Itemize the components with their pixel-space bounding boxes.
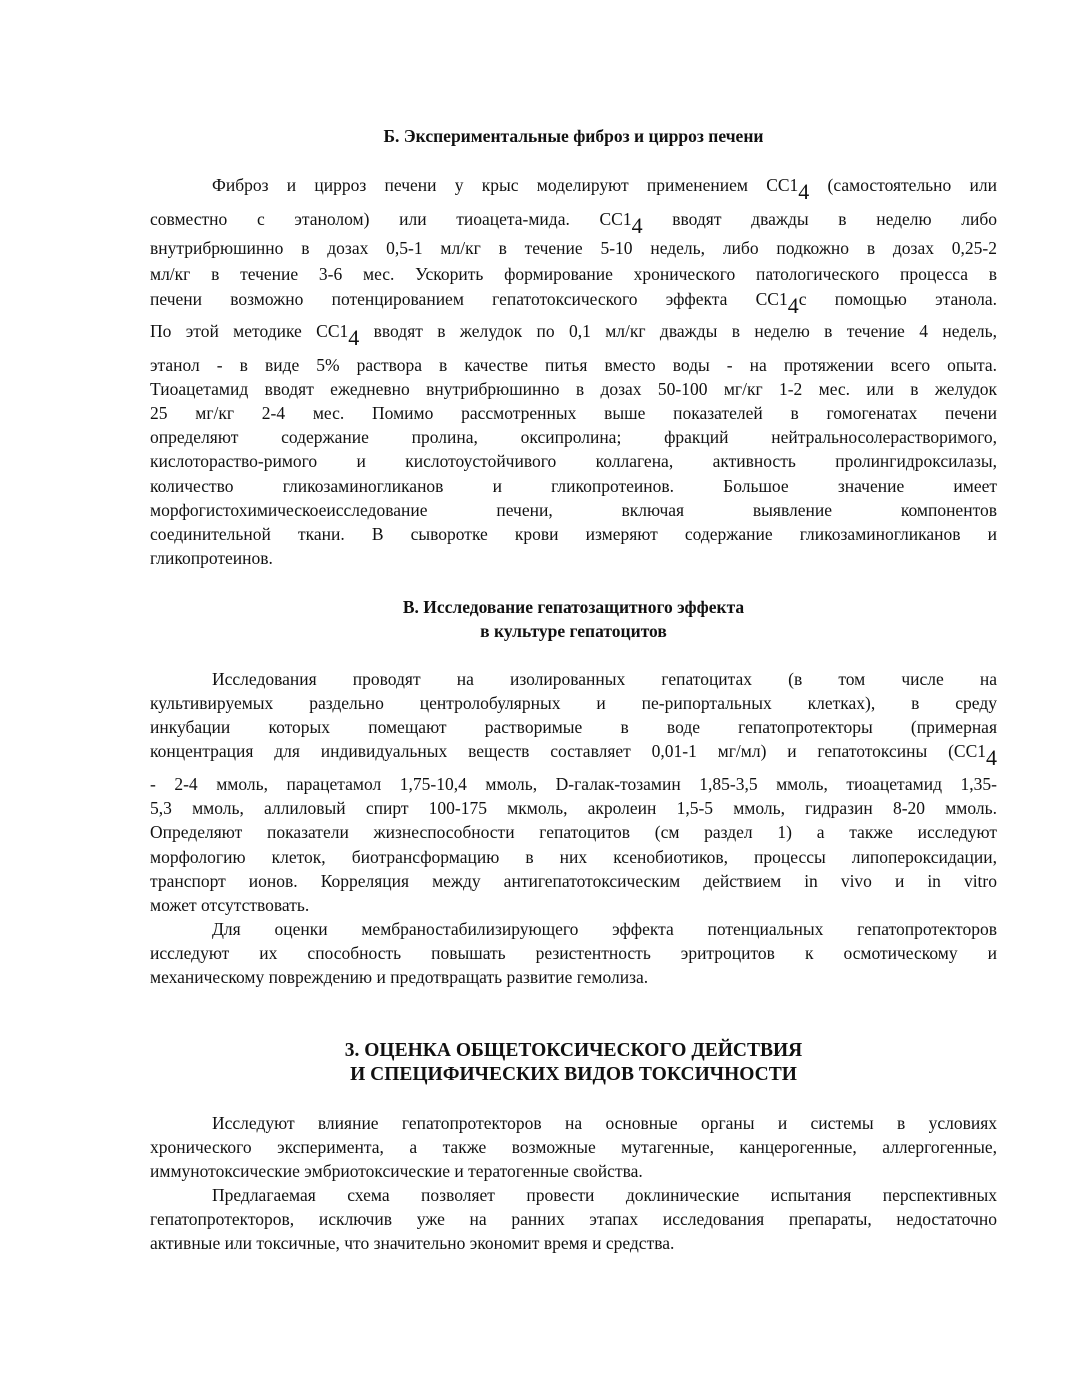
section-b-line-3: внутрибрюшинно в дозах 0,5-1 мл/кг в течение 5-10 недель, либо подкожно в дозах 0,25-2 (150, 238, 997, 258)
section-v-line-10: может отсутствовать. (150, 895, 310, 915)
section-b-line-14: соединительной ткани. В сыворотке крови измеряют содержание гликозаминогликанов и (150, 524, 997, 544)
section-v-line-7: Определяют показатели жизнеспособности гепатоцитов (см раздел 1) а также исследуют (150, 822, 997, 842)
section-v-line-1: Исследования проводят на изолированных гепатоцитах (в том числе на (212, 669, 997, 689)
section-b-line-9: 25 мг/кг 2-4 мес. Помимо рассмотренных выше показателей в гомогенатах печени (150, 403, 997, 423)
section-b-line-2: совместно с этанолом) или тиоацета-мида. $СС1_4$ вводят дважды в неделю либо (150, 209, 997, 238)
section-3-line-2: хронического эксперимента, а также возможные мутагенные, канцерогенные, аллергогенные, (150, 1137, 997, 1157)
section-b-line-5: печени возможно потенцированием гепатотоксического эффекта $СС1_4с$ помощью этанола. (150, 289, 997, 318)
section-v-title-1: В. Исследование гепатозащитного эффекта (402, 597, 745, 617)
section-v-line-12: исследуют их способность повышать резистентность эритроцитов к осмотическому и (150, 943, 997, 963)
section-b-line-7: этанол - в виде 5% раствора в качестве питья вместо воды - на протяжении всего опыта. (150, 355, 997, 375)
section-v-line-5: - 2-4 ммоль, парацетамол 1,75-10,4 ммоль, D-галак-тозамин 1,85-3,5 ммоль, тиоацетамид 1,35- (150, 774, 997, 794)
section-v-line-2: культивируемых раздельно центролобулярных и пе-рипортальных клетках), в среду (150, 693, 997, 713)
section-3-line-5: гепатопротекторов, исключив уже на ранних этапах исследования препараты, недостаточно (150, 1209, 997, 1229)
section-v-line-8: морфологию клеток, биотрансформацию в них ксенобиотиков, процессы липопероксидации, (150, 847, 997, 867)
section-v-title-2: в культуре гепатоцитов (480, 621, 667, 641)
section-b-line-15: гликопротеинов. (150, 548, 273, 568)
section-b-line-6: По этой методике $СС1_4$ вводят в желудок по 0,1 мл/кг дважды в неделю в течение 4 недель, (150, 321, 997, 350)
section-v-line-6: 5,3 ммоль, аллиловый спирт 100-175 мкмоль, акролеин 1,5-5 ммоль, гидразин 8-20 ммоль. (150, 798, 997, 818)
section-3-line-4: Предлагаемая схема позволяет провести доклинические испытания перспективных (212, 1185, 997, 1205)
section-b-line-13: морфогистохимическоеисследование печени, включая выявление компонентов (150, 500, 997, 520)
section-v-line-3: инкубации которых помещают растворимые в воде гепатопротекторы (примерная (150, 717, 997, 737)
section-b-line-11: кислотораство-римого и кислотоустойчивого коллагена, активность пролингидроксилазы, (150, 451, 997, 471)
section-b-title: Б. Экспериментальные фиброз и цирроз печени (383, 126, 764, 146)
section-b-line-12: количество гликозаминогликанов и гликопротеинов. Большое значение имеет (150, 476, 997, 496)
section-v-line-4: концентрация для индивидуальных веществ составляет 0,01-1 мг/мл) и гепатотоксины ($СС1_4$ (150, 741, 997, 770)
section-b-line-4: мл/кг в течение 3-6 мес. Ускорить формирование хронического патологического процесса в (150, 264, 997, 284)
section-3-title-2: И СПЕЦИФИЧЕСКИХ ВИДОВ ТОКСИЧНОСТИ (350, 1064, 797, 1085)
section-3-line-3: иммунотоксические эмбриотоксические и тератогенные свойства. (150, 1161, 643, 1181)
section-3-title-1: 3. ОЦЕНКА ОБЩЕТОКСИЧЕСКОГО ДЕЙСТВИЯ (344, 1040, 803, 1061)
section-3-line-6: активные или токсичные, что значительно экономит время и средства. (150, 1233, 675, 1253)
section-v-line-11: Для оценки мембраностабилизирующего эффекта потенциальных гепатопротекторов (212, 919, 997, 939)
section-v-line-13: механическому повреждению и предотвращать развитие гемолиза. (150, 967, 649, 987)
section-b-line-8: Тиоацетамид вводят ежедневно внутрибрюшинно в дозах 50-100 мг/кг 1-2 мес. или в желудок (150, 379, 997, 399)
section-b-line-1: Фиброз и цирроз печени у крыс моделируют применением $СС1_4$ (самостоятельно или (212, 175, 997, 204)
section-b-line-10: определяют содержание пролина, оксипролина; фракций нейтральносолерастворимого, (150, 427, 997, 447)
section-3-line-1: Исследуют влияние гепатопротекторов на основные органы и системы в условиях (212, 1113, 997, 1133)
section-v-line-9: транспорт ионов. Корреляция между антигепатотоксическим действием in vivo и in vitro (150, 871, 997, 891)
